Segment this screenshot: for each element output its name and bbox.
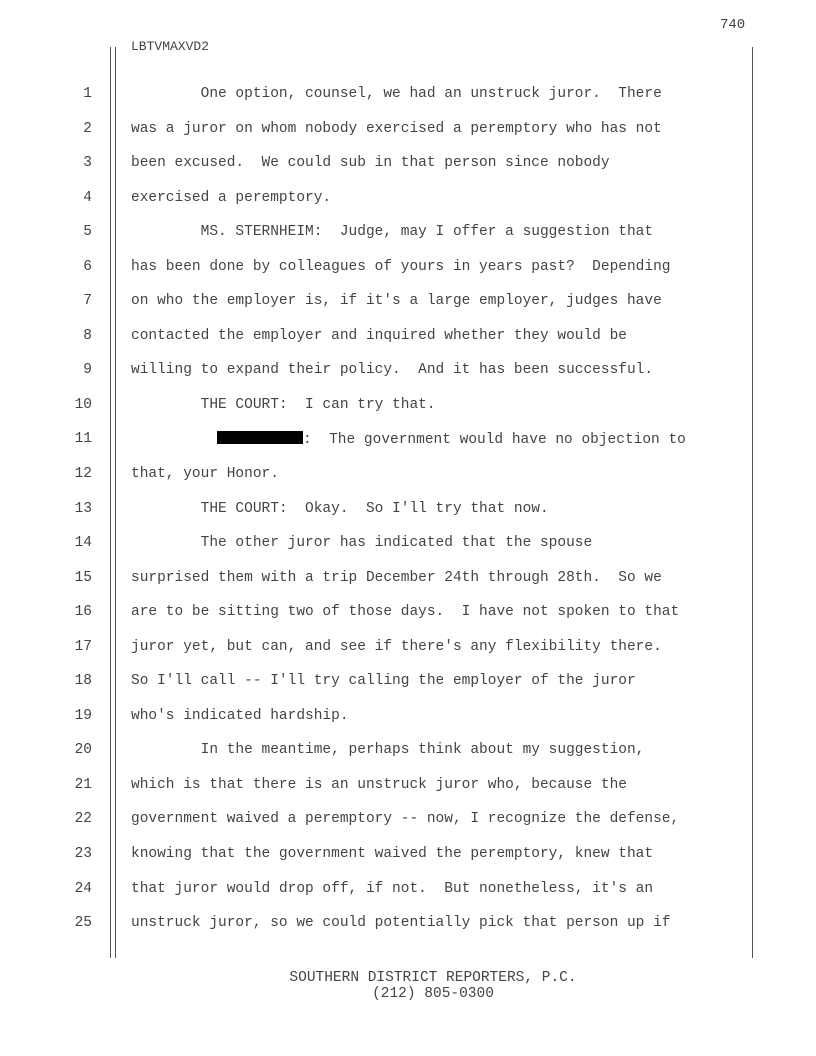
transcript-line: who's indicated hardship.: [131, 708, 349, 724]
transcript-line: has been done by colleagues of yours in years past? Depending: [131, 259, 671, 275]
transcript-line: exercised a peremptory.: [131, 190, 332, 206]
left-margin-rule-inner: [115, 47, 116, 958]
transcript-line: contacted the employer and inquired whether they would be: [131, 328, 627, 344]
transcript-line: been excused. We could sub in that person since nobody: [131, 155, 610, 171]
line-number: 3: [83, 155, 92, 171]
line-number: 9: [83, 362, 92, 378]
transcript-line: that, your Honor.: [131, 466, 279, 482]
line-number: 18: [74, 673, 92, 689]
transcript-line: THE COURT: Okay. So I'll try that now.: [131, 501, 549, 517]
line-number: 20: [74, 742, 92, 758]
transcript-line-redacted: [217, 431, 686, 448]
transcript-line: THE COURT: I can try that.: [131, 397, 436, 413]
transcript-line: surprised them with a trip December 24th through 28th. So we: [131, 570, 662, 586]
transcript-line-text: : The government would have no objection to: [303, 432, 686, 448]
transcript-line: knowing that the government waived the peremptory, knew that: [131, 846, 654, 862]
line-number: 11: [74, 431, 92, 447]
transcript-line: In the meantime, perhaps think about my suggestion,: [131, 742, 645, 758]
line-number: 23: [74, 846, 92, 862]
line-number: 12: [74, 466, 92, 482]
line-number: 8: [83, 328, 92, 344]
right-margin-rule: [752, 47, 753, 958]
page-number: 740: [720, 17, 746, 33]
transcript-line: So I'll call -- I'll try calling the employer of the juror: [131, 673, 636, 689]
line-number: 25: [74, 915, 92, 931]
left-margin-rule-outer: [110, 47, 111, 958]
line-number: 6: [83, 259, 92, 275]
line-number: 2: [83, 121, 92, 137]
line-number: 16: [74, 604, 92, 620]
footer-reporter: SOUTHERN DISTRICT REPORTERS, P.C.: [289, 970, 577, 986]
header-code: LBTVMAXVD2: [131, 39, 210, 54]
line-number: 7: [83, 293, 92, 309]
line-number: 14: [74, 535, 92, 551]
transcript-line: are to be sitting two of those days. I have not spoken to that: [131, 604, 680, 620]
transcript-line: which is that there is an unstruck juror who, because the: [131, 777, 627, 793]
footer-phone: (212) 805-0300: [372, 986, 494, 1002]
line-number: 19: [74, 708, 92, 724]
line-number: 4: [83, 190, 92, 206]
line-number: 5: [83, 224, 92, 240]
redaction-bar: [217, 431, 303, 444]
line-number: 17: [74, 639, 92, 655]
line-number: 22: [74, 811, 92, 827]
line-number: 10: [74, 397, 92, 413]
transcript-line: One option, counsel, we had an unstruck juror. There: [131, 86, 662, 102]
transcript-line: The other juror has indicated that the spouse: [131, 535, 593, 551]
line-number: 21: [74, 777, 92, 793]
transcript-line: was a juror on whom nobody exercised a peremptory who has not: [131, 121, 662, 137]
line-number: 13: [74, 501, 92, 517]
transcript-line: unstruck juror, so we could potentially pick that person up if: [131, 915, 671, 931]
transcript-line: juror yet, but can, and see if there's any flexibility there.: [131, 639, 662, 655]
transcript-line: willing to expand their policy. And it has been successful.: [131, 362, 654, 378]
line-number: 15: [74, 570, 92, 586]
transcript-line: that juror would drop off, if not. But nonetheless, it's an: [131, 881, 654, 897]
line-number: 1: [83, 86, 92, 102]
transcript-line: government waived a peremptory -- now, I recognize the defense,: [131, 811, 680, 827]
line-number: 24: [74, 881, 92, 897]
transcript-line: MS. STERNHEIM: Judge, may I offer a suggestion that: [131, 224, 654, 240]
transcript-line: on who the employer is, if it's a large employer, judges have: [131, 293, 662, 309]
